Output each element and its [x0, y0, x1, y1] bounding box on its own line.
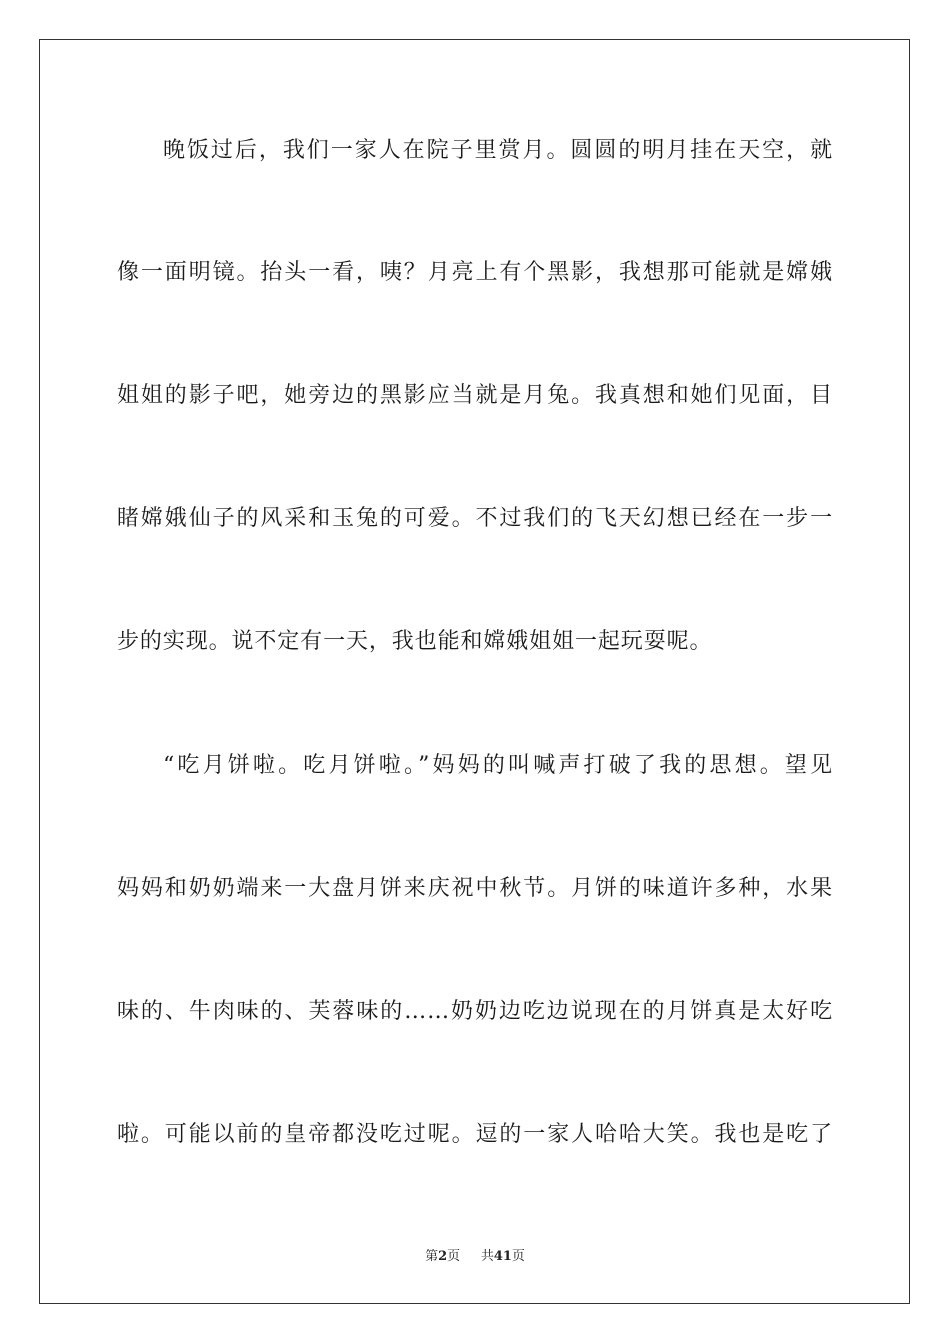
paragraph-1-line-3: 姐姐的影子吧，她旁边的黑影应当就是月兔。我真想和她们见面，目 — [117, 383, 833, 408]
paragraph-1-line-5: 步的实现。说不定有一天，我也能和嫦娥姐姐一起玩耍呢。 — [117, 629, 713, 654]
total-pages: 41 — [493, 1249, 512, 1264]
paragraph-1-line-1: 晚饭过后，我们一家人在院子里赏月。圆圆的明月挂在天空，就 — [163, 138, 833, 163]
page-number: 2 — [438, 1249, 448, 1264]
total-prefix: 共 — [480, 1249, 494, 1264]
total-suffix: 页 — [511, 1249, 525, 1264]
paragraph-1-line-2: 像一面明镜。抬头一看，咦？月亮上有个黑影，我想那可能就是嫦娥 — [117, 260, 833, 285]
page-footer — [0, 1248, 950, 1266]
page-prefix: 第 — [425, 1249, 439, 1264]
paragraph-2-line-1: “吃月饼啦。吃月饼啦。”妈妈的叫喊声打破了我的思想。望见 — [163, 753, 833, 778]
page-suffix: 页 — [447, 1249, 461, 1264]
page-border — [39, 39, 910, 1304]
paragraph-2-line-2: 妈妈和奶奶端来一大盘月饼来庆祝中秋节。月饼的味道许多种，水果 — [117, 876, 833, 901]
paragraph-1-line-4: 睹嫦娥仙子的风采和玉兔的可爱。不过我们的飞天幻想已经在一步一 — [117, 506, 833, 531]
paragraph-2-line-3: 味的、牛肉味的、芙蓉味的……奶奶边吃边说现在的月饼真是太好吃 — [117, 999, 833, 1024]
paragraph-2-line-4: 啦。可能以前的皇帝都没吃过呢。逗的一家人哈哈大笑。我也是吃了 — [117, 1122, 833, 1147]
